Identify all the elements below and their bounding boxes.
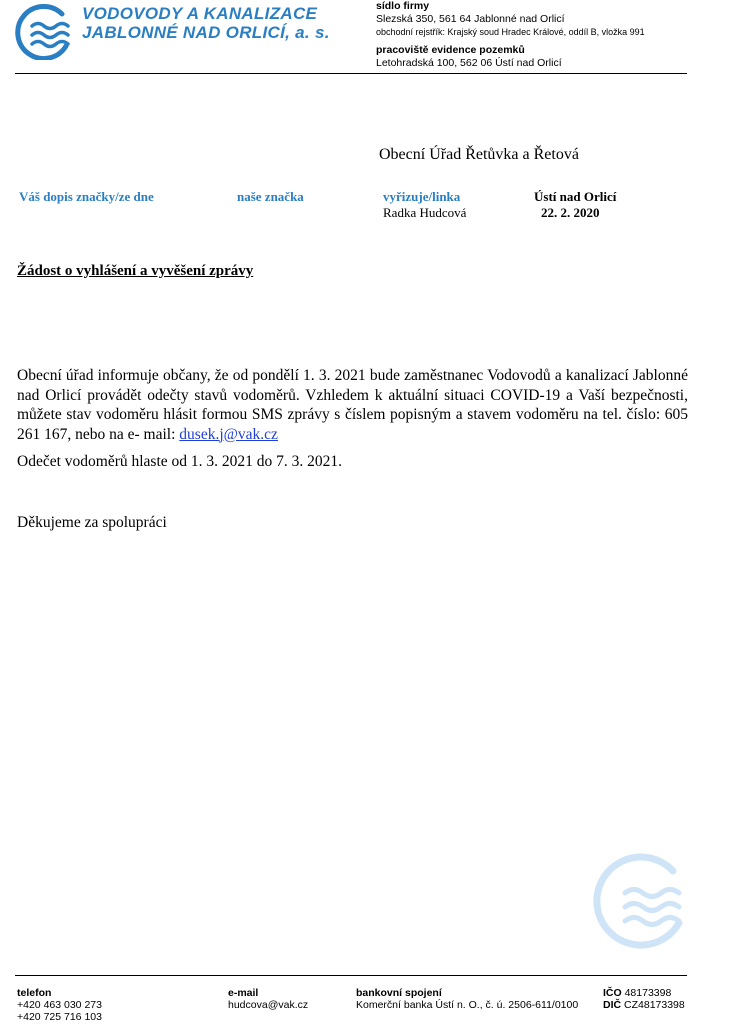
header-divider [15, 73, 687, 74]
footer-bank-label: bankovní spojení [356, 987, 442, 999]
ico-value: 48173398 [624, 987, 672, 999]
office-address: Letohradská 100, 562 06 Ústí nad Orlicí [376, 57, 562, 69]
email-link[interactable]: dusek.j@vak.cz [179, 425, 278, 443]
your-letter-label: Váš dopis značky/ze dne [19, 189, 154, 204]
recipient-address: Obecní Úřad Řetůvka a Řetová [379, 146, 579, 163]
closing-thanks: Děkujeme za spolupráci [17, 514, 167, 531]
reading-period-text: Odečet vodoměrů hlaste od 1. 3. 2021 do 7. 3. 2021. [17, 453, 343, 470]
company-name-line-2: JABLONNÉ NAD ORLICÍ, a. s. [82, 23, 330, 42]
office-label: pracoviště evidence pozemků [376, 44, 525, 56]
place: Ústí nad Orlicí [534, 189, 617, 204]
letter-date: 22. 2. 2020 [541, 205, 600, 220]
footer-phone-label: telefon [17, 987, 52, 999]
company-name-line-1: VODOVODY A KANALIZACE [82, 4, 318, 23]
seat-address: Slezská 350, 561 64 Jablonné nad Orlicí [376, 13, 565, 25]
footer-phone-1: +420 463 030 273 [17, 999, 102, 1011]
handled-by-label: vyřizuje/linka [383, 189, 461, 204]
our-ref-label: naše značka [237, 189, 304, 204]
handled-by-value: Radka Hudcová [383, 205, 467, 220]
ico-label: IČO [603, 987, 622, 999]
footer-ico [603, 987, 671, 1000]
watermark-logo-icon [593, 853, 689, 949]
letter-subject: Žádost o vyhlášení a vyvěšení zprávy [17, 263, 254, 279]
dic-value: CZ48173398 [624, 999, 685, 1011]
footer-email-label: e-mail [228, 987, 259, 999]
body-paragraph [17, 366, 688, 444]
footer-dic [603, 999, 685, 1012]
footer-bank: Komerční banka Ústí n. O., č. ú. 2506-611/0100 [356, 999, 579, 1011]
dic-label: DIČ [603, 999, 622, 1011]
footer-phone-2: +420 725 716 103 [17, 1011, 102, 1023]
body-text: Obecní úřad informuje občany, že od pondělí 1. 3. 2021 bude zaměstnanec Vodovodů a kanalizací Jablonné nad Orlicí provádět odečty stavů vodoměrů. Vzhledem k aktuální situaci COVID-19 a Vaší bezpečnosti, můžete stav vodoměru hlásit formou SMS zprávy s číslem popisným a stavem vodoměru na tel. číslo: 605 261 167, nebo na e- mail: [17, 367, 688, 443]
company-registry: obchodní rejstřík: Krajský soud Hradec Králové, oddíl B, vložka 991 [376, 27, 645, 37]
footer-email: hudcova@vak.cz [228, 999, 309, 1011]
seat-label: sídlo firmy [376, 0, 430, 12]
footer-divider [15, 975, 687, 976]
company-logo-icon [14, 4, 74, 60]
